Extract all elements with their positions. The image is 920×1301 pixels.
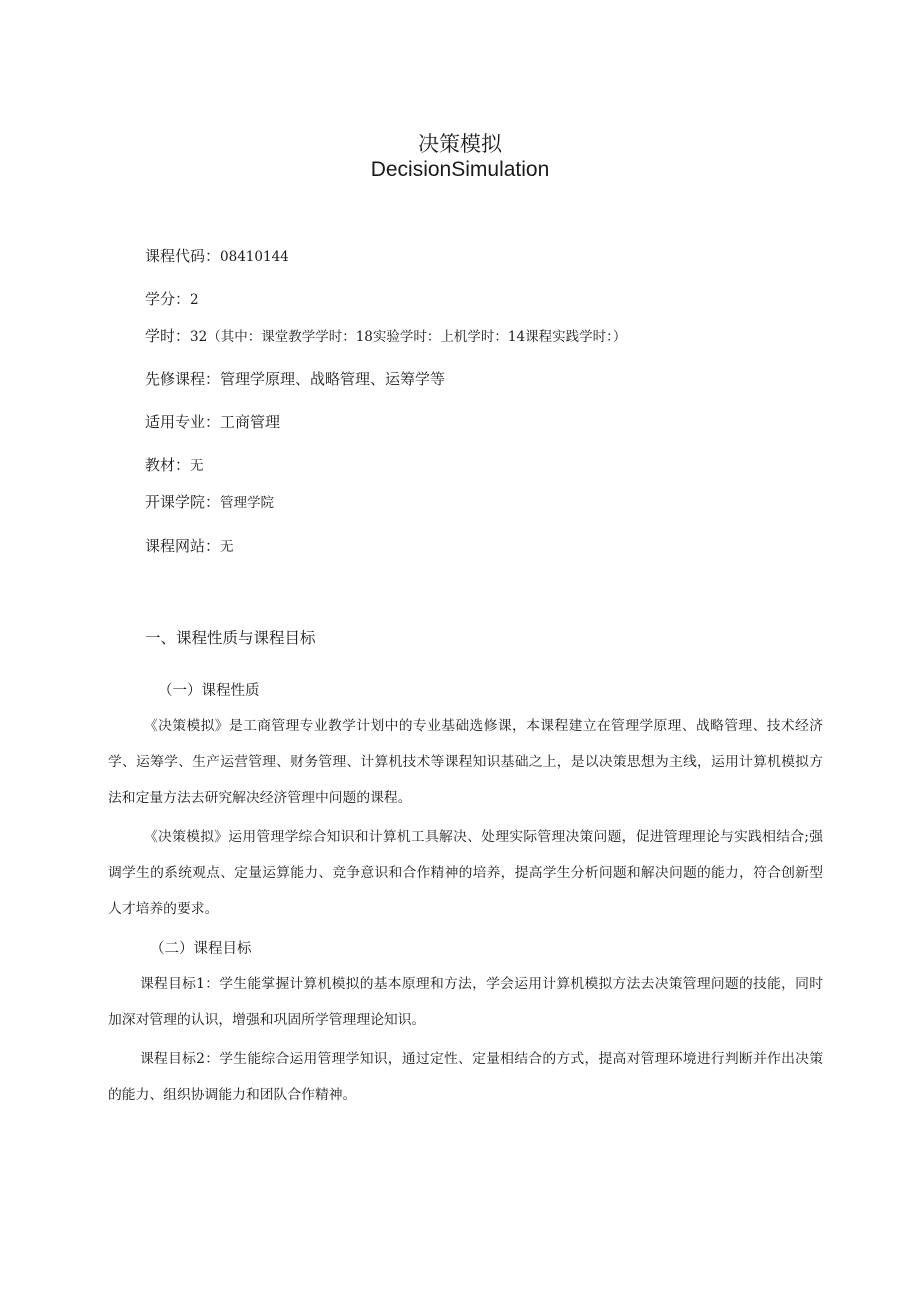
info-hours xyxy=(145,325,626,346)
college-label: 开课学院 xyxy=(145,493,206,511)
info-course-code xyxy=(145,245,289,266)
hours-value: 32（其中：课堂教学学时：18实验学时：上机学时：14课程实践学时：） xyxy=(190,329,627,345)
major-label: 适用专业 xyxy=(145,413,206,431)
prereq-value: 管理学原理、战略管理、运筹学等 xyxy=(220,370,446,388)
paragraph-goal-1: 课程目标1：学生能掌握计算机模拟的基本原理和方法，学会运用计算机模拟方法去决策管理问题的技能，同时加深对管理的认识，增强和巩固所学管理理论知识。 xyxy=(108,976,823,1028)
info-credit xyxy=(145,288,199,309)
separator: ： xyxy=(205,370,221,388)
separator: ： xyxy=(175,327,191,345)
info-college xyxy=(145,491,274,512)
course-code-value: 08410144 xyxy=(220,249,289,265)
separator: ： xyxy=(205,247,221,265)
textbook-value: 无 xyxy=(190,458,204,474)
separator: ： xyxy=(205,413,221,431)
college-value: 管理学院 xyxy=(220,495,275,511)
major-value: 工商管理 xyxy=(220,413,281,431)
course-title-en: DecisionSimulation xyxy=(370,158,550,181)
course-title-cn: 决策模拟 xyxy=(418,132,502,156)
subsection-heading-goals: （二）课程目标 xyxy=(150,941,252,957)
section-heading: 一、课程性质与课程目标 xyxy=(145,629,316,647)
info-textbook xyxy=(145,454,204,475)
credit-value: 2 xyxy=(190,292,199,308)
info-website xyxy=(145,535,234,556)
separator: ： xyxy=(175,456,191,474)
website-label: 课程网站 xyxy=(145,537,206,555)
paragraph-nature-2: 《决策模拟》运用管理学综合知识和计算机工具解决、处理实际管理决策问题，促进管理理论与实践相结合;强调学生的系统观点、定量运算能力、竞争意识和合作精神的培养，提高学生分析问题和解决问题的能力，符合创新型人才培养的要求。 xyxy=(108,829,823,917)
paragraph-goal-2: 课程目标2：学生能综合运用管理学知识，通过定性、定量相结合的方式，提高对管理环境进行判断并作出决策的能力、组织协调能力和团队合作精神。 xyxy=(108,1051,823,1103)
separator: ： xyxy=(205,493,221,511)
hours-label: 学时 xyxy=(145,327,176,345)
subsection-heading-nature: （一）课程性质 xyxy=(158,683,260,699)
prereq-label: 先修课程 xyxy=(145,370,206,388)
info-major xyxy=(145,411,280,432)
website-value: 无 xyxy=(220,539,234,555)
course-code-label: 课程代码 xyxy=(145,247,206,265)
info-prerequisites xyxy=(145,368,445,389)
credit-label: 学分 xyxy=(145,290,176,308)
paragraph-nature-1: 《决策模拟》是工商管理专业教学计划中的专业基础选修课，本课程建立在管理学原理、战略管理、技术经济学、运筹学、生产运营管理、财务管理、计算机技术等课程知识基础之上，是以决策思想为主线，运用计算机模拟方法和定量方法去研究解决经济管理中问题的课程。 xyxy=(108,718,823,806)
separator: ： xyxy=(205,537,221,555)
separator: ： xyxy=(175,290,191,308)
textbook-label: 教材 xyxy=(145,456,176,474)
